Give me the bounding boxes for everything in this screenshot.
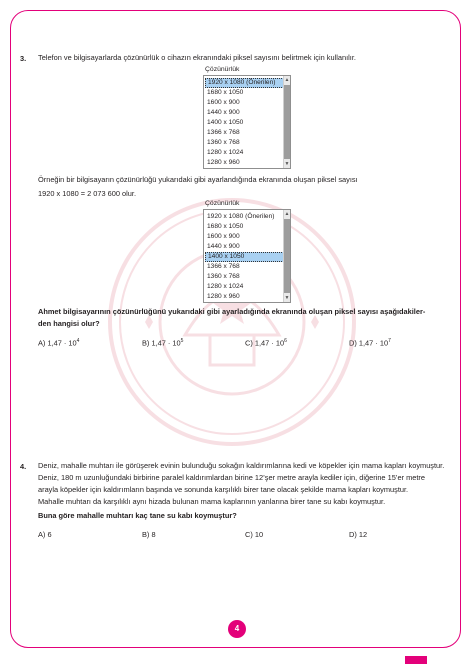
list-item[interactable]: 1280 x 1024 xyxy=(207,149,244,156)
resolution-listbox-1[interactable] xyxy=(203,75,291,169)
scrollbar-thumb[interactable] xyxy=(284,85,290,159)
list-item[interactable]: 1280 x 1024 xyxy=(207,283,244,290)
resolution-list-title: Çözünürlük xyxy=(205,66,240,73)
list-item[interactable]: 1366 x 768 xyxy=(207,263,240,270)
scrollbar[interactable] xyxy=(283,76,290,168)
option-text: 1,47 · 10 xyxy=(358,338,389,348)
example-line: Örneğin bir bilgisayarın çözünürlüğü yukarıdaki gibi ayarlandığında ekranında oluşan piksel sayısı xyxy=(38,175,358,184)
question-3-number: 3. xyxy=(20,54,27,63)
list-item[interactable]: 1680 x 1050 xyxy=(207,89,244,96)
option-letter: B) xyxy=(142,530,150,539)
scroll-up-arrow-icon[interactable]: ▲ xyxy=(284,77,290,83)
option-letter: C) xyxy=(245,338,253,348)
list-item-selected[interactable]: 1400 x 1050 xyxy=(205,252,284,262)
list-item[interactable]: 1280 x 960 xyxy=(207,159,240,166)
page-number-badge: 4 xyxy=(228,620,246,638)
scroll-down-arrow-icon[interactable]: ▼ xyxy=(284,295,290,301)
question-4-number: 4. xyxy=(20,462,27,471)
answer-option-d[interactable] xyxy=(349,530,367,539)
scroll-down-arrow-icon[interactable]: ▼ xyxy=(284,161,290,167)
option-letter: C) xyxy=(245,530,253,539)
list-item[interactable]: 1920 x 1080 (Önerilen) xyxy=(205,78,284,88)
question-4-line: Mahalle muhtarı da karşılıklı aynı hizada bulunan mama kaplarının yanlarına birer tane su kabı koymuştur. xyxy=(38,497,386,506)
question-3-prompt-line2: den hangisi olur? xyxy=(38,319,100,328)
answer-option-d[interactable] xyxy=(349,338,391,347)
question-3-prompt-line1: Ahmet bilgisayarının çözünürlüğünü yukarıdaki gibi ayarladığında ekranında oluşan piksel sayısı aşağıdakiler- xyxy=(38,307,426,316)
question-4-line: Deniz, mahalle muhtarı ile görüşerek evinin bulunduğu sokağın kaldırımlarına kedi ve köpekler için mama kapları koymuştur. xyxy=(38,461,445,470)
resolution-listbox-2[interactable] xyxy=(203,209,291,303)
list-item[interactable]: 1400 x 1050 xyxy=(207,119,244,126)
option-exponent: 4 xyxy=(76,338,80,344)
answer-option-b[interactable] xyxy=(142,530,156,539)
answer-option-a[interactable] xyxy=(38,338,79,347)
list-item[interactable]: 1440 x 900 xyxy=(207,243,240,250)
list-item[interactable]: 1360 x 768 xyxy=(207,139,240,146)
option-text: 1,47 · 10 xyxy=(47,338,77,348)
option-letter: A) xyxy=(38,530,46,539)
answer-option-b[interactable] xyxy=(142,338,183,347)
question-4-prompt: Buna göre mahalle muhtarı kaç tane su kabı koymuştur? xyxy=(38,511,237,520)
publisher-logo xyxy=(405,656,427,664)
option-text: 8 xyxy=(151,530,156,539)
option-text: 1,47 · 10 xyxy=(254,338,285,348)
list-item[interactable]: 1280 x 960 xyxy=(207,293,240,300)
option-text: 10 xyxy=(254,530,264,539)
option-letter: D) xyxy=(349,530,357,539)
question-3-intro: Telefon ve bilgisayarlarda çözünürlük o cihazın ekranındaki piksel sayısını belirtmek için kullanılır. xyxy=(38,53,356,62)
question-4-line: Deniz, 180 m uzunluğundaki birbirine paralel kaldırımlardan birine 12’şer metre arayla kediler için, diğerine 15’er metre xyxy=(38,473,425,482)
list-item[interactable]: 1920 x 1080 (Önerilen) xyxy=(207,213,275,220)
option-text: 12 xyxy=(358,530,368,539)
list-item[interactable]: 1366 x 768 xyxy=(207,129,240,136)
answer-option-a[interactable] xyxy=(38,530,52,539)
list-item[interactable]: 1680 x 1050 xyxy=(207,223,244,230)
option-text: 1,47 · 10 xyxy=(151,338,181,348)
list-item[interactable]: 1440 x 900 xyxy=(207,109,240,116)
option-exponent: 5 xyxy=(180,338,184,344)
question-4-line: arayla köpekler için kaldırımların başında ve sonunda karşılıklı birer tane olacak şekilde mama kapları koymuştur. xyxy=(38,485,409,494)
example-calculation: 1920 x 1080 = 2 073 600 olur. xyxy=(38,189,137,198)
option-letter: D) xyxy=(349,338,357,348)
answer-option-c[interactable] xyxy=(245,338,287,347)
option-exponent: 7 xyxy=(388,338,391,344)
option-text: 6 xyxy=(47,530,52,539)
option-exponent: 6 xyxy=(284,338,287,344)
scrollbar[interactable] xyxy=(283,210,290,302)
resolution-list-title-2: Çözünürlük xyxy=(205,200,240,207)
list-item[interactable]: 1360 x 768 xyxy=(207,273,240,280)
scrollbar-thumb[interactable] xyxy=(284,219,290,293)
option-letter: B) xyxy=(142,338,150,348)
option-letter: A) xyxy=(38,338,46,348)
scroll-up-arrow-icon[interactable]: ▲ xyxy=(284,211,290,217)
list-item[interactable]: 1600 x 900 xyxy=(207,233,240,240)
list-item[interactable]: 1600 x 900 xyxy=(207,99,240,106)
answer-option-c[interactable] xyxy=(245,530,263,539)
